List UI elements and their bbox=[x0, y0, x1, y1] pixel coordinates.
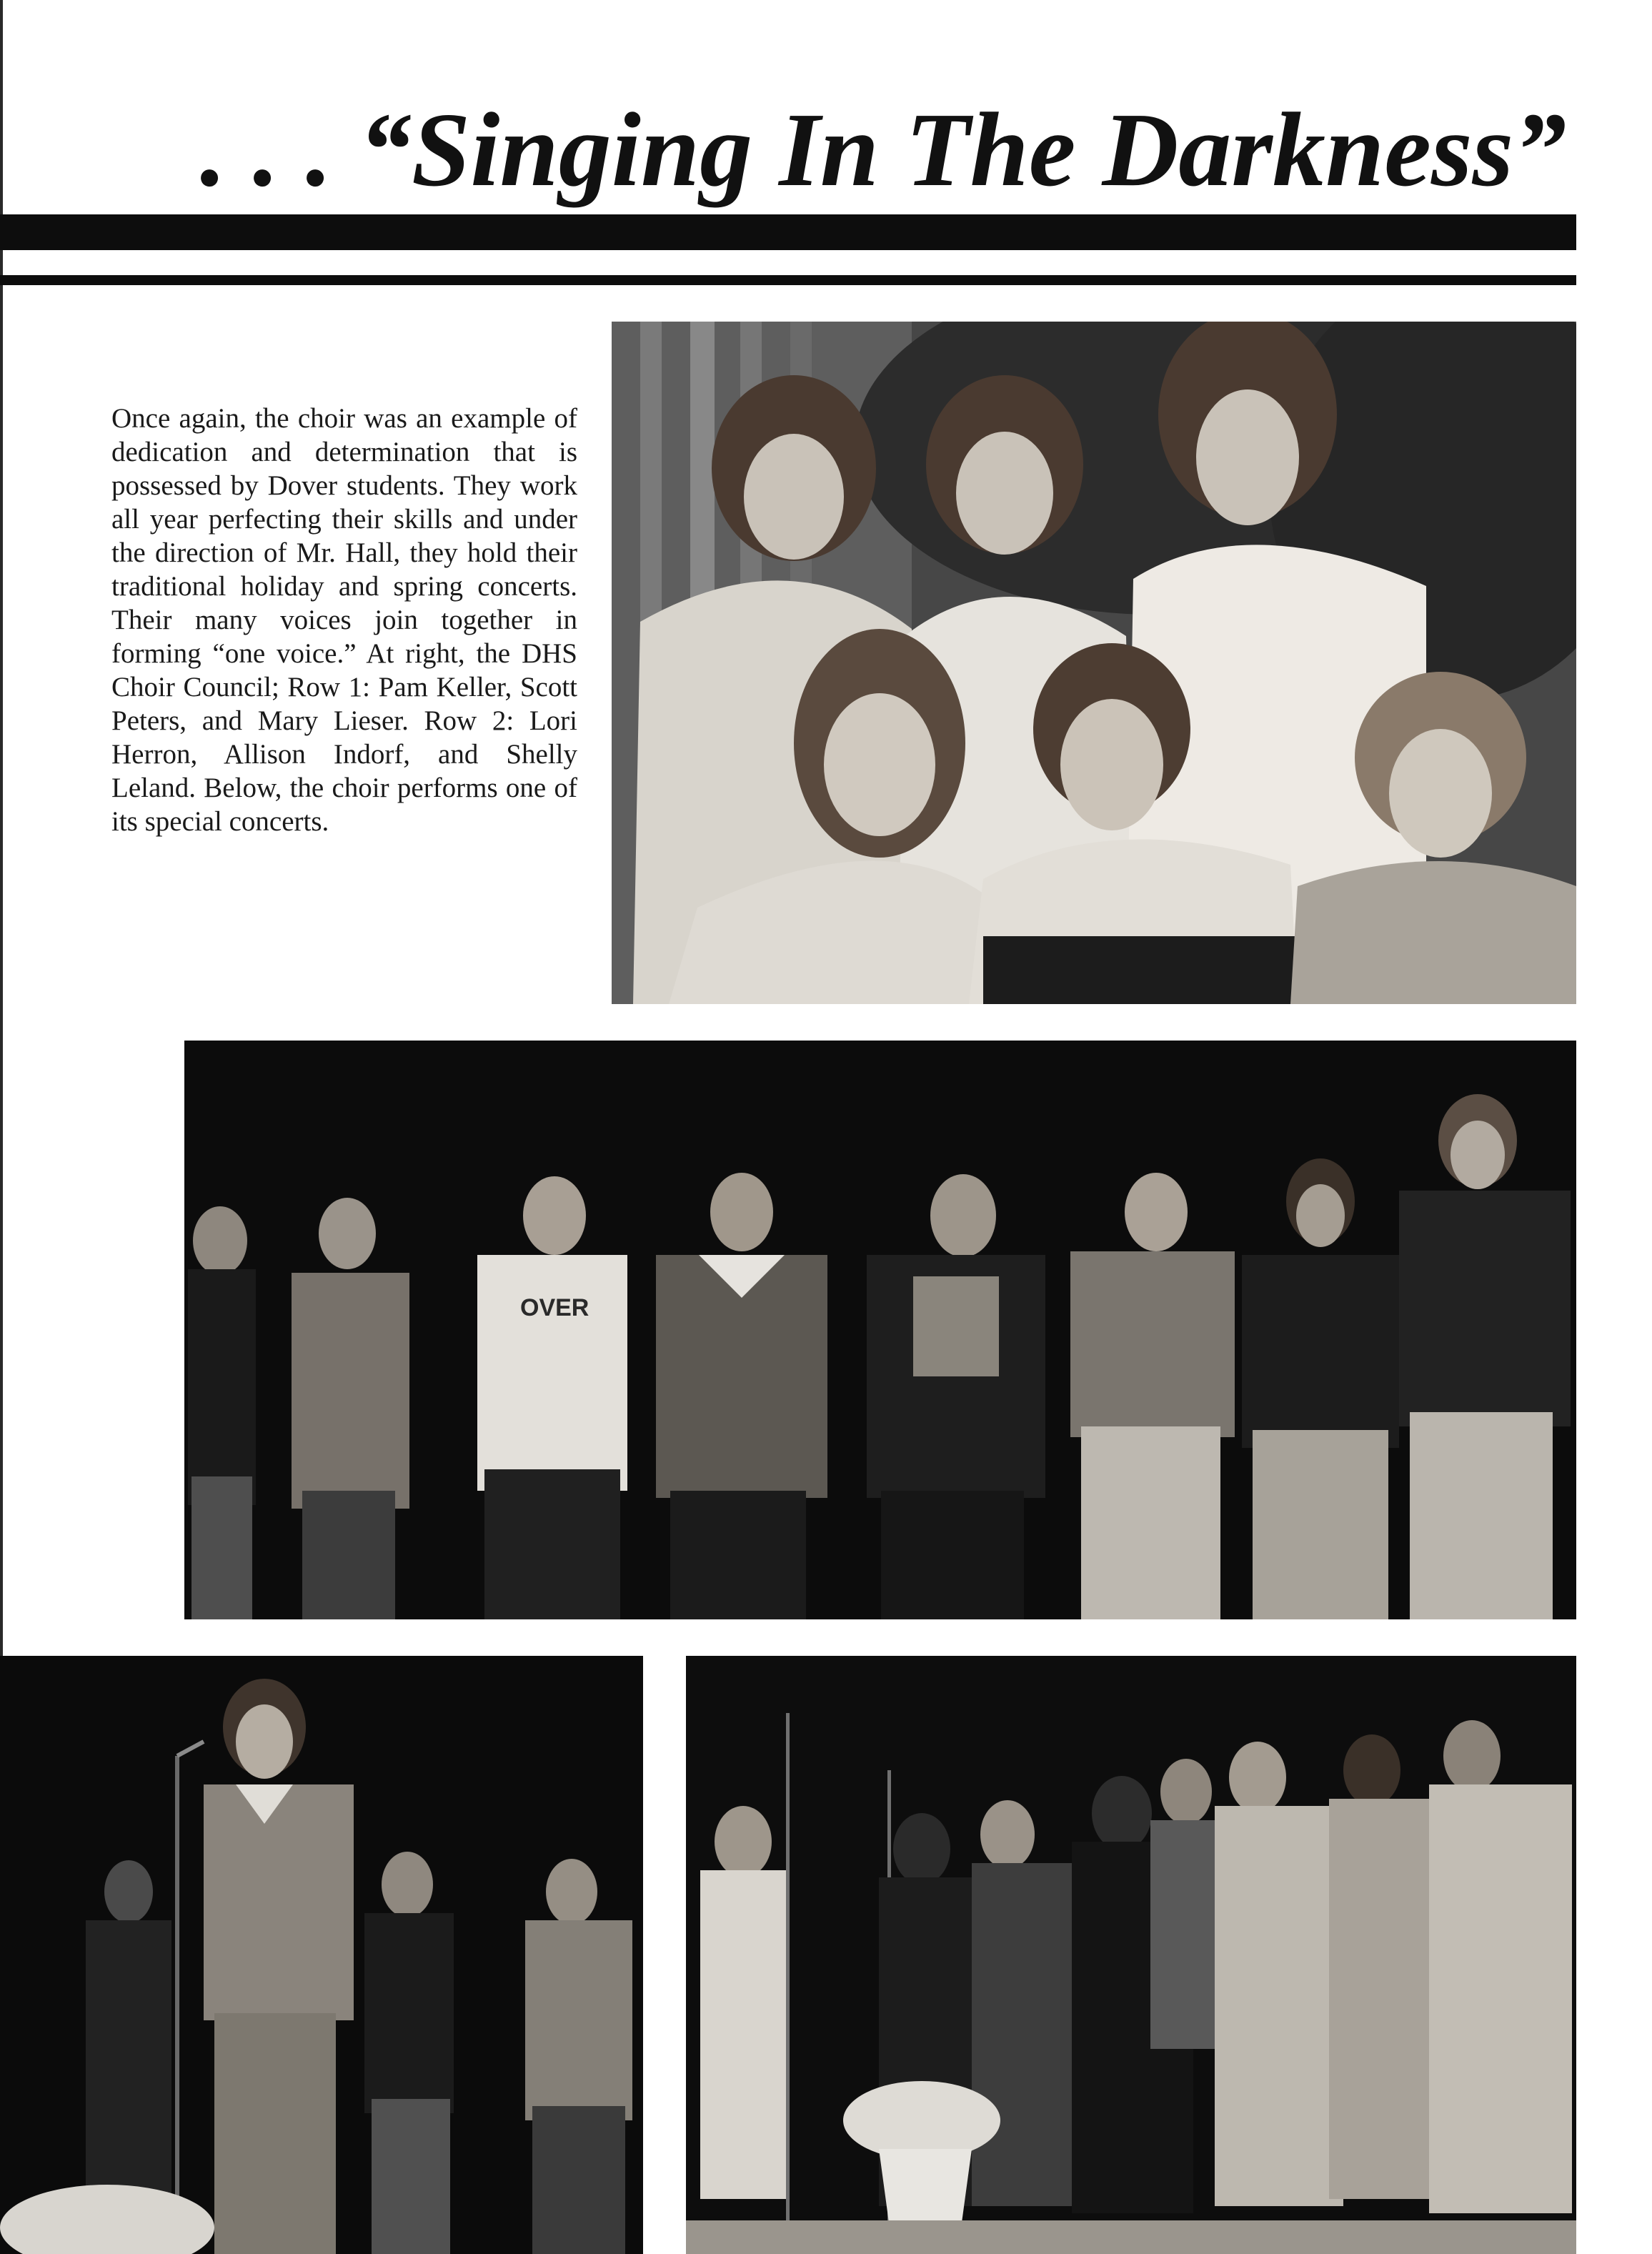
headline-rule-thick bbox=[0, 214, 1576, 250]
choir-group-photo bbox=[686, 1656, 1576, 2254]
shirt-lettering: OVER bbox=[520, 1294, 589, 1321]
page-headline: . . . “Singing In The Darkness” bbox=[200, 91, 1567, 209]
choir-council-photo bbox=[612, 322, 1576, 1004]
photo-caption: Once again, the choir was an example of dedication and determination that is possessed by Dover students. They work all year perfecting their skills and under the direction of Mr. Hall, they hold their traditional holiday and spring concerts. Their many voices join together in forming “one voice.” At right, the DHS Choir Council; Row 1: Pam Keller, Scott Peters, and Mary Lieser. Row 2: Lori Herron, Allison Indorf, and Shelly Leland. Below, the choir performs one of its special concerts. bbox=[111, 403, 577, 837]
soloist-photo bbox=[0, 1656, 643, 2254]
choir-performance-photo bbox=[184, 1041, 1576, 1619]
headline-rule-thin bbox=[0, 275, 1576, 285]
